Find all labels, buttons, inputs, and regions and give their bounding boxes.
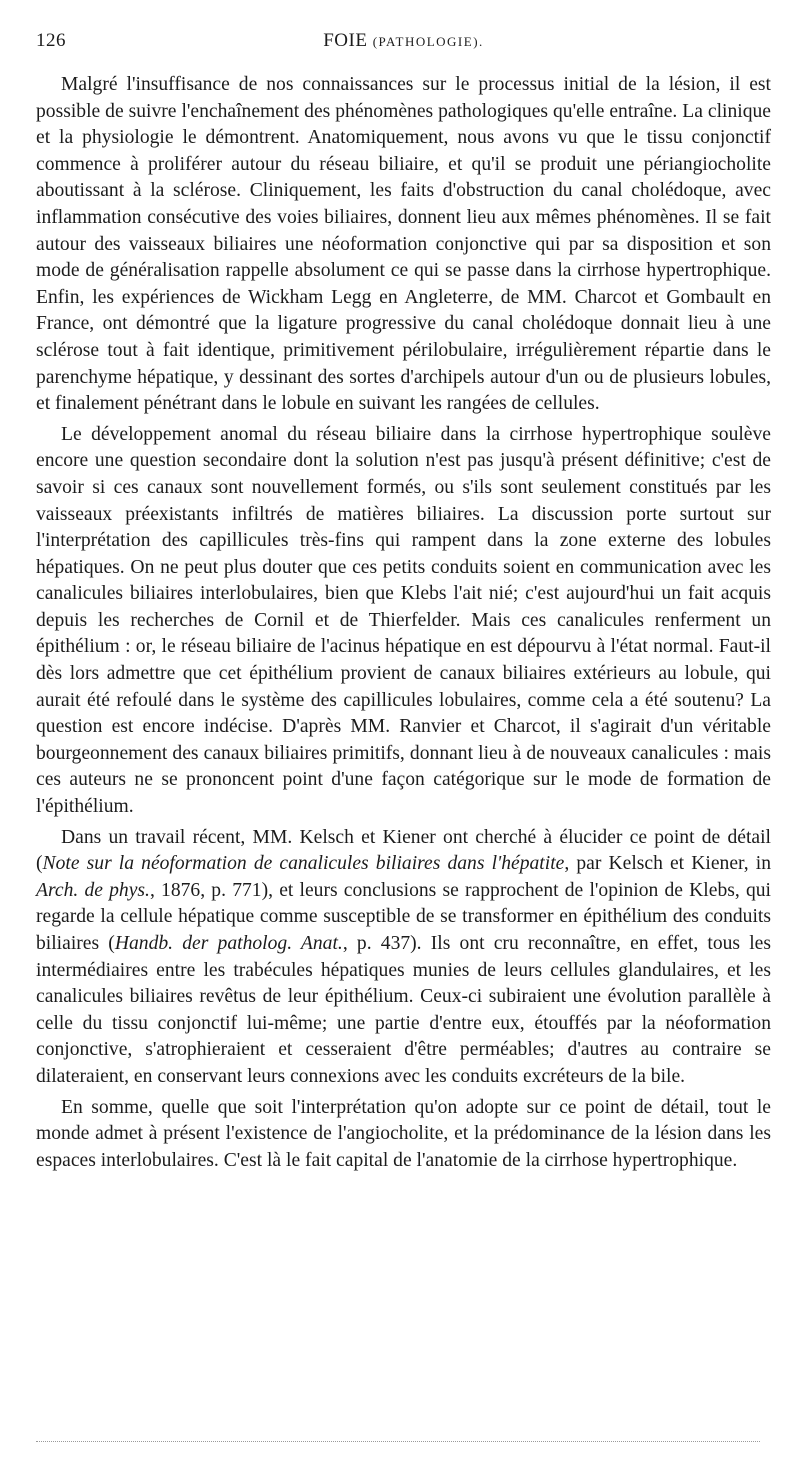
running-title-sub: (PATHOLOGIE). [372, 34, 484, 49]
running-head [36, 30, 771, 60]
paragraph-2: Le développement anomal du réseau biliaire dans la cirrhose hypertrophique soulève encore une question secondaire dont la solution n'est pas jusqu'à présent définitive; c'est de savoir si ces canaux sont nouvellement formés, ou s'ils sont seulement constitués par les vaisseaux préexistants infiltrés de matières biliaires. La discussion porte surtout sur l'interprétation des capillicules très-fins qui rampent dans la zone externe des lobules hépatiques. On ne peut plus douter que ces petits conduits soient en communication avec les canalicules biliaires interlobulaires, bien que Klebs l'ait nié; c'est aujourd'hui un fait acquis depuis les recherches de Cornil et de Thierfelder. Mais ces canalicules renferment un épithélium : or, le réseau biliaire de l'acinus hépatique en est dépourvu à l'état normal. Faut-il dès lors admettre que cet épithélium provient de canaux biliaires extérieurs au lobule, qui aurait été refoulé dans le système des capillicules lobulaires, comme cela a été soutenu? La question est encore indécise. D'après MM. Ranvier et Charcot, il s'agirait d'un véritable bourgeonnement des canaux biliaires primitifs, donnant lieu à de nouveaux canalicules : mais ces auteurs ne se prononcent point d'une façon catégorique sur le mode de formation de l'épithélium. [36, 423, 771, 818]
citation-title: Note sur la néoformation de canalicules biliaires dans l'hépatite [42, 853, 565, 875]
citation-journal: Arch. de phys. [36, 879, 150, 901]
running-title-main: FOIE [323, 30, 368, 51]
running-title [36, 30, 771, 52]
paragraph-3-text-a: Dans un travail récent, MM. Kelsch et Kiener ont cherché à élucider ce point de détail ( [36, 826, 771, 875]
paragraph-3-text-d: , p. 437). Ils ont cru reconnaître, en effet, tous les intermédiaires entre les trabécules hépatiques munies de leurs cellules glandulaires, et les canalicules biliaires revêtus de leur épithélium. Ceux-ci subiraient une évolution parallèle à celle du tissu conjonctif lui-même; une partie d'entre eux, étouffés par la néoformation conjonctive, s'atrophieraient et cesseraient d'être perméables; d'autres au contraire se dilateraient, en conservant leurs connexions avec les conduits excréteurs de la bile. [36, 933, 771, 1087]
page-number: 126 [36, 30, 66, 51]
bottom-dotted-rule [36, 1441, 760, 1442]
document-page [36, 30, 771, 1178]
paragraph-4: En somme, quelle que soit l'interprétation qu'on adopte sur ce point de détail, tout le monde admet à présent l'existence de l'angiocholite, et la prédominance de la lésion dans les espaces interlobulaires. C'est là le fait capital de l'anatomie de la cirrhose hypertrophique. [36, 1096, 771, 1171]
citation-handbook: Handb. der patholog. Anat. [114, 933, 343, 954]
paragraph-3-text-c: , 1876, p. 771), et leurs conclusions se rapprochent de l'opinion de Klebs, qui regarde la cellule hépatique comme susceptible de se transformer en épithélium des conduits biliaires ( [36, 879, 771, 954]
paragraph-1: Malgré l'insuffisance de nos connaissances sur le processus initial de la lésion, il est possible de suivre l'enchaînement des phénomènes pathologiques qu'elle entraîne. La clinique et la physiologie le démontrent. Anatomiquement, nous avons vu que le tissu conjonctif commence à proliférer autour du réseau biliaire, et qu'il se produit une périangiocholite aboutissant à la sclérose. Cliniquement, les faits d'obstruction du canal cholédoque, avec inflammation consécutive des voies biliaires, donnent lieu aux mêmes phénomènes. Il se fait autour des vaisseaux biliaires une néoformation conjonctive qui par sa disposition et son mode de généralisation rappelle absolument ce qui se passe dans la cirrhose hypertrophique. Enfin, les expériences de Wickham Legg en Angleterre, de MM. Charcot et Gombault en France, ont démontré que la ligature progressive du canal cholédoque donnait lieu à une sclérose tout à fait identique, primitivement périlobulaire, irrégulièrement répartie dans le parenchyme hépatique, y dessinant des sortes d'archipels autour d'un ou de plusieurs lobules, et finalement pénétrant dans le lobule en suivant les rangées de cellules. [36, 74, 771, 415]
paragraph-3 [36, 825, 771, 1091]
paragraph-3-text-b: , par Kelsch et Kiener, in [564, 853, 771, 875]
